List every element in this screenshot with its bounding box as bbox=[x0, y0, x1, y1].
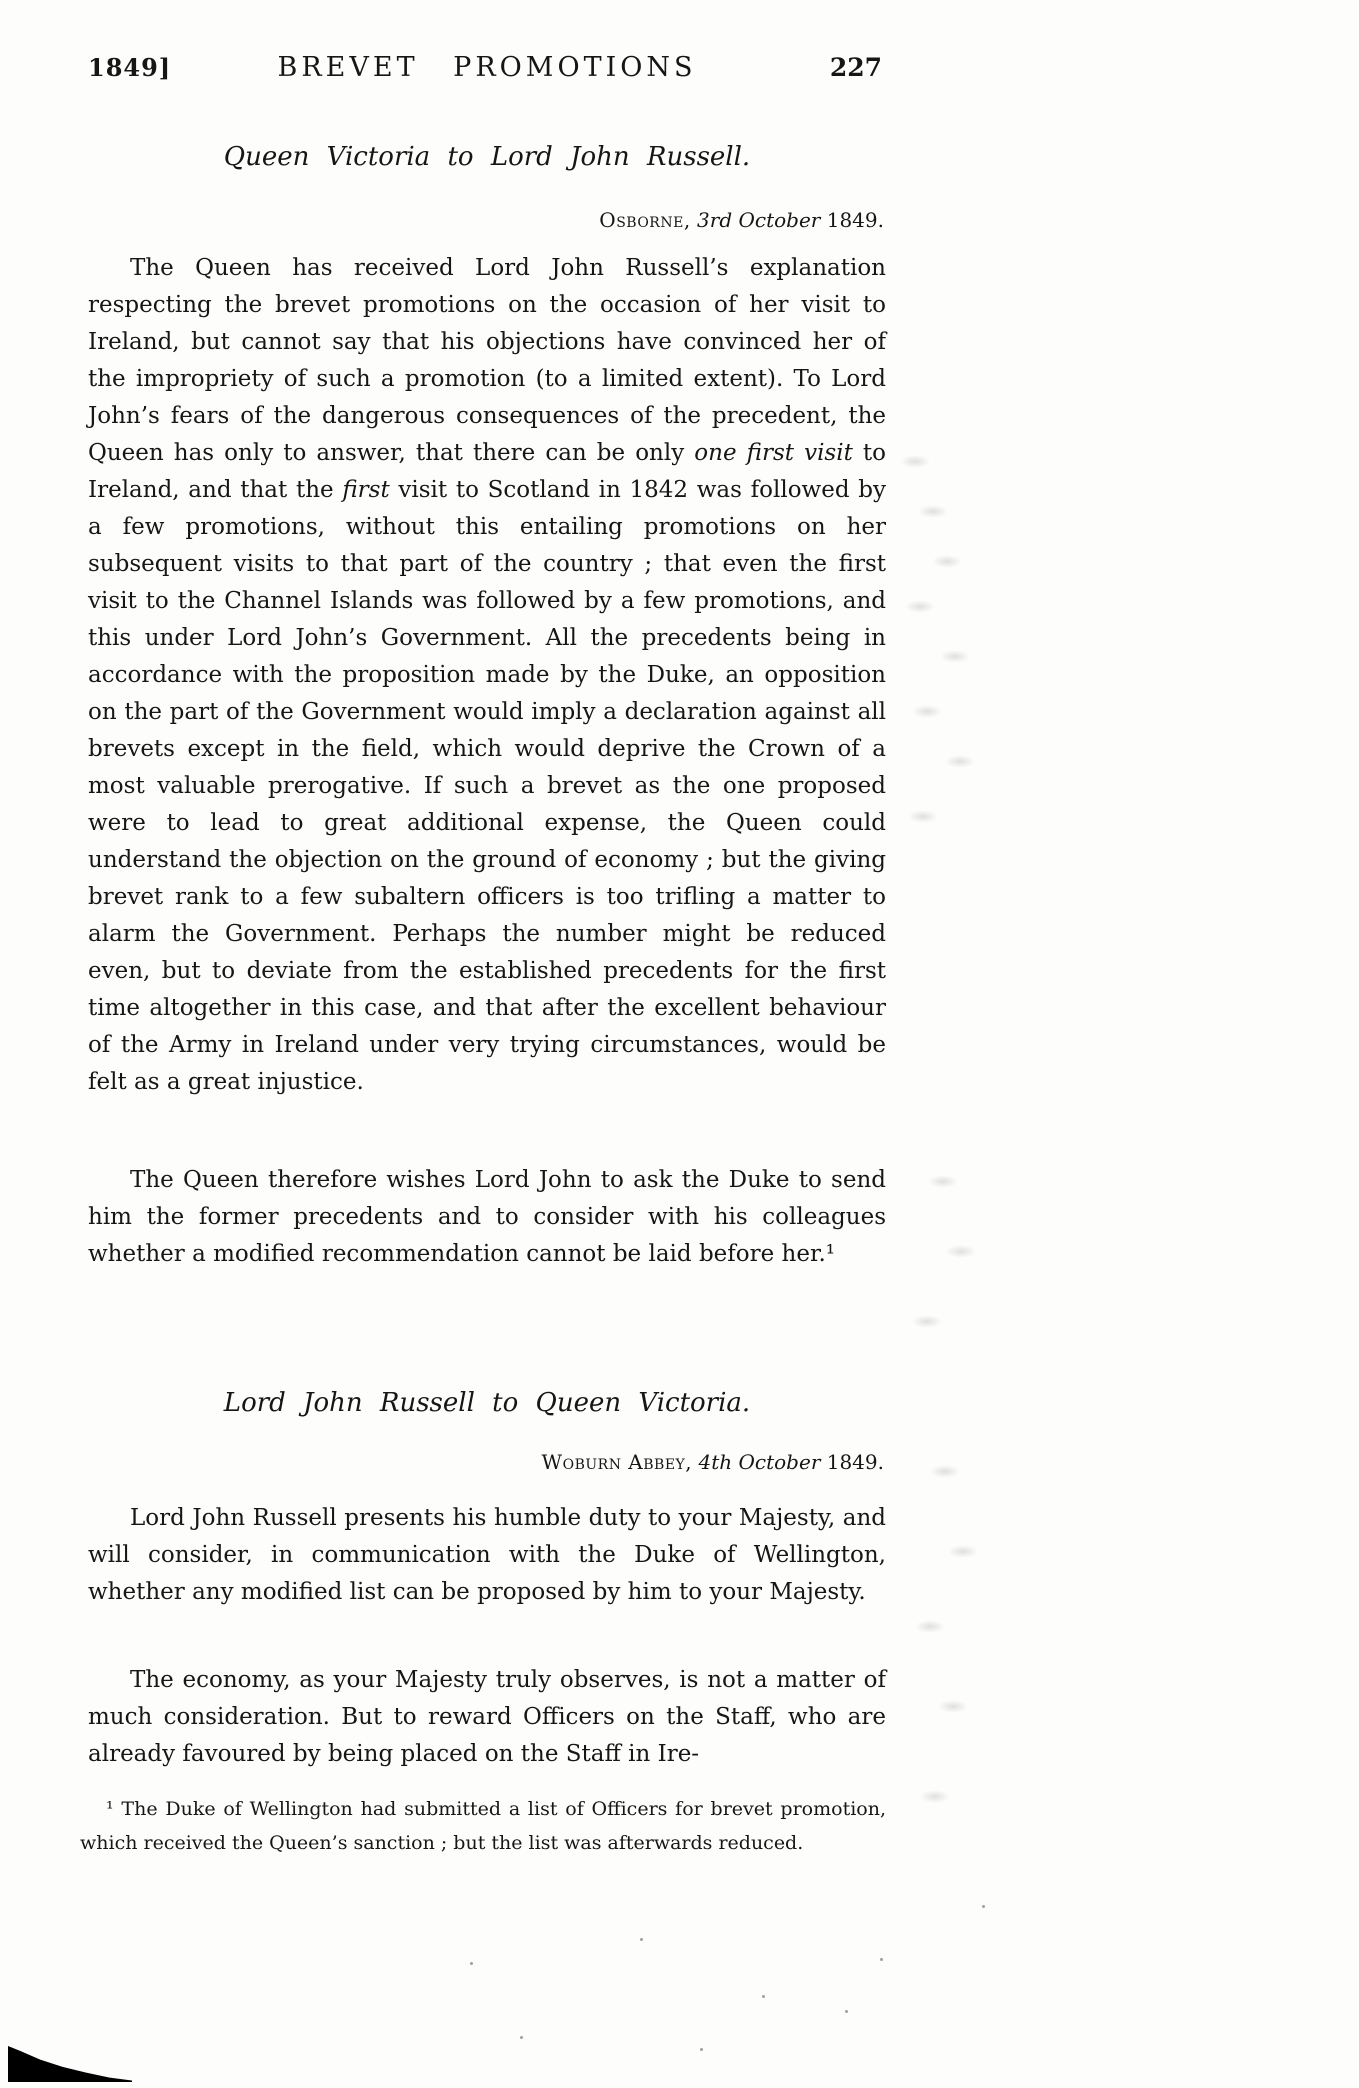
scan-noise bbox=[948, 1545, 978, 1558]
header-year-label: 1849] bbox=[88, 53, 172, 82]
scan-noise bbox=[915, 1620, 945, 1633]
letter2-heading: Lord John Russell to Queen Victoria. bbox=[223, 1388, 751, 1418]
scan-noise bbox=[920, 1790, 950, 1803]
footnote: ¹ The Duke of Wellington had submitted a list of Officers for brevet promotion, which received the Queen’s sanction ; but the list was afterwards reduced. bbox=[80, 1798, 886, 1854]
scan-speck bbox=[982, 1905, 985, 1908]
scan-noise bbox=[938, 1700, 968, 1713]
scan-noise bbox=[908, 810, 938, 823]
scan-noise bbox=[945, 755, 975, 768]
letter2-dateline: Woburn Abbey, 4th October 1849. bbox=[541, 1450, 884, 1474]
scan-noise bbox=[912, 1315, 942, 1328]
scan-noise bbox=[930, 1465, 960, 1478]
scan-corner-artifact bbox=[8, 2046, 132, 2082]
scan-noise bbox=[905, 600, 935, 613]
letter1-heading: Queen Victoria to Lord John Russell. bbox=[223, 142, 751, 172]
letter2-paragraph-2: The economy, as your Majesty truly observes, is not a matter of much consideration. But to reward Officers on the Staff, who are already favoured by being placed on the Staff in Ire- bbox=[88, 1667, 886, 1767]
scan-noise bbox=[932, 555, 962, 568]
letter1-paragraph-1: The Queen has received Lord John Russell’s explanation respecting the brevet promotions on the occasion of her visit to Ireland, but cannot say that his objections have convinced her of the impropriety of such a promotion (to a limited extent). To Lord John’s fears of the dangerous consequences of the precedent, the Queen has only to answer, that there can be only one first visit to Ireland, and that the first visit to Scotland in 1842 was followed by a few promotions, without this entailing promotions on her subsequent visits to that part of the country ; that even the first visit to the Channel Islands was followed by a few promotions, and this under Lord John’s Government. All the precedents being in accordance with the proposition made by the Duke, an opposition on the part of the Government would imply a declaration against all brevets except in the field, which would deprive the Crown of a most valuable prerogative. If such a brevet as the one proposed were to lead to great additional expense, the Queen could understand the objection on the ground of economy ; but the giving brevet rank to a few subaltern officers is too trifling a matter to alarm the Government. Perhaps the number might be reduced even, but to deviate from the established precedents for the first time altogether in this case, and that after the excellent behaviour of the Army in Ireland under very trying circumstances, would be felt as a great injustice. bbox=[88, 255, 886, 1095]
page-header bbox=[88, 52, 886, 83]
scan-noise bbox=[928, 1175, 958, 1188]
scan-noise bbox=[946, 1245, 976, 1258]
scan-noise bbox=[940, 650, 970, 663]
scan-noise bbox=[918, 505, 948, 518]
scan-speck bbox=[845, 2010, 848, 2013]
letter1-paragraph-2: The Queen therefore wishes Lord John to ask the Duke to send him the former precedents and to consider with his colleagues whether a modified recommendation cannot be laid before her.¹ bbox=[88, 1167, 886, 1267]
scan-speck bbox=[880, 1958, 883, 1961]
scan-speck bbox=[470, 1962, 473, 1965]
page-number: 227 bbox=[829, 53, 882, 82]
letter1-dateline: Osborne, 3rd October 1849. bbox=[599, 208, 884, 232]
scan-noise bbox=[900, 455, 930, 468]
scan-speck bbox=[640, 1938, 643, 1941]
scan-speck bbox=[520, 2036, 523, 2039]
letter2-paragraph-1: Lord John Russell presents his humble duty to your Majesty, and will consider, in communication with the Duke of Wellington, whether any modified list can be proposed by him to your Majesty. bbox=[88, 1505, 886, 1605]
scan-speck bbox=[762, 1995, 765, 1998]
scan-noise bbox=[912, 705, 942, 718]
scan-speck bbox=[700, 2048, 703, 2051]
running-title: BREVET PROMOTIONS bbox=[277, 52, 697, 83]
